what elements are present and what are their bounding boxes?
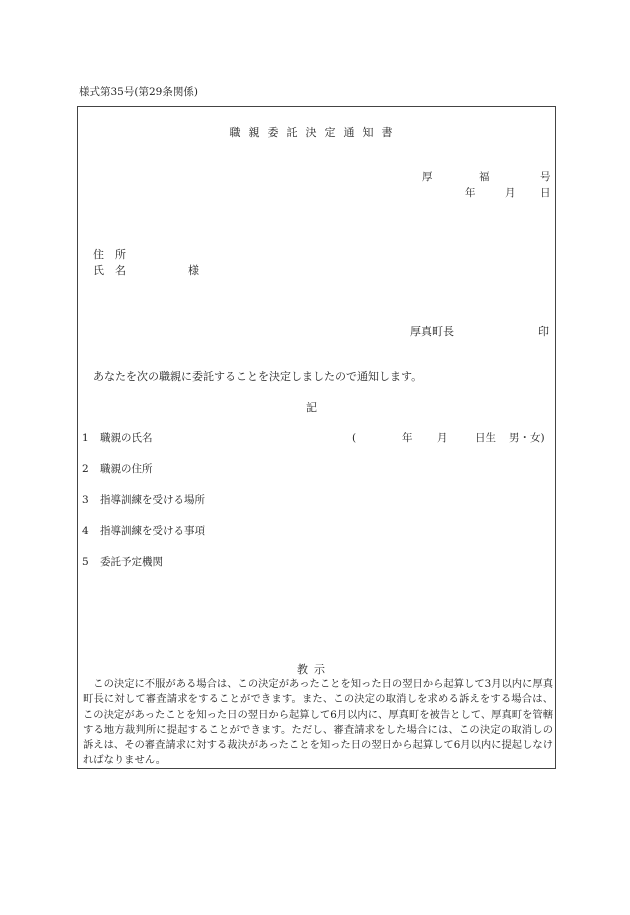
- date-month: 月: [505, 187, 516, 199]
- notification-body: あなたを次の職親に委託することを決定しましたので通知します。: [93, 370, 423, 383]
- form-number-label: 様式第35号(第29条関係): [79, 86, 198, 98]
- instruction-text: [83, 677, 553, 769]
- date-year: 年: [465, 187, 476, 199]
- item-number: 3: [82, 494, 89, 506]
- item-number: 5: [82, 556, 89, 568]
- list-item: [82, 433, 153, 444]
- doc-number-suffix: 号: [540, 171, 551, 183]
- doc-number-prefix: 厚: [422, 171, 433, 183]
- item-label: 職親の氏名: [100, 432, 153, 444]
- instruction-heading: 教示: [297, 663, 331, 676]
- document-title: 職親委託決定通知書: [229, 126, 401, 139]
- doc-number-middle: 福: [479, 171, 490, 183]
- item-label: 指導訓練を受ける場所: [100, 494, 205, 506]
- list-item: [82, 557, 163, 568]
- birth-open-paren: (: [352, 432, 357, 444]
- list-item: [82, 464, 153, 475]
- birth-info: [352, 433, 545, 444]
- date-day: 日: [540, 187, 551, 199]
- birth-sex: 男・女): [509, 432, 545, 444]
- item-number: 1: [82, 432, 89, 444]
- list-item: [82, 526, 205, 537]
- item-number: 2: [82, 463, 89, 475]
- recipient-name-label: 氏 名: [93, 264, 126, 277]
- ki-heading: 記: [306, 401, 317, 414]
- instruction-paragraph: この決定に不服がある場合は、この決定があったことを知った日の翌日から起算して3月以内に厚真町長に対して審査請求をすることができます。また、この決定の取消しを求める訴えをする場合は、この決定があったことを知った日の翌日から起算して6月以内に、厚真町を被告として、厚真町を管轄する地方裁判所に提起することができます。ただし、審査請求をした場合には、この決定の取消しの訴えは、その審査請求に対する裁決があったことを知った日の翌日から起算して6月以内に提起しなければなりません。: [83, 678, 553, 767]
- birth-day: 日生: [475, 432, 496, 444]
- list-item: [82, 495, 205, 506]
- item-label: 指導訓練を受ける事項: [100, 525, 205, 537]
- birth-year: 年: [402, 432, 413, 444]
- issuer-name: 厚真町長: [410, 325, 454, 338]
- birth-month: 月: [437, 432, 448, 444]
- item-label: 委託予定機関: [100, 556, 163, 568]
- item-number: 4: [82, 525, 89, 537]
- seal-mark: 印: [538, 325, 549, 338]
- recipient-honorific: 様: [188, 264, 199, 277]
- item-label: 職親の住所: [100, 463, 153, 475]
- recipient-address-label: 住 所: [93, 248, 126, 261]
